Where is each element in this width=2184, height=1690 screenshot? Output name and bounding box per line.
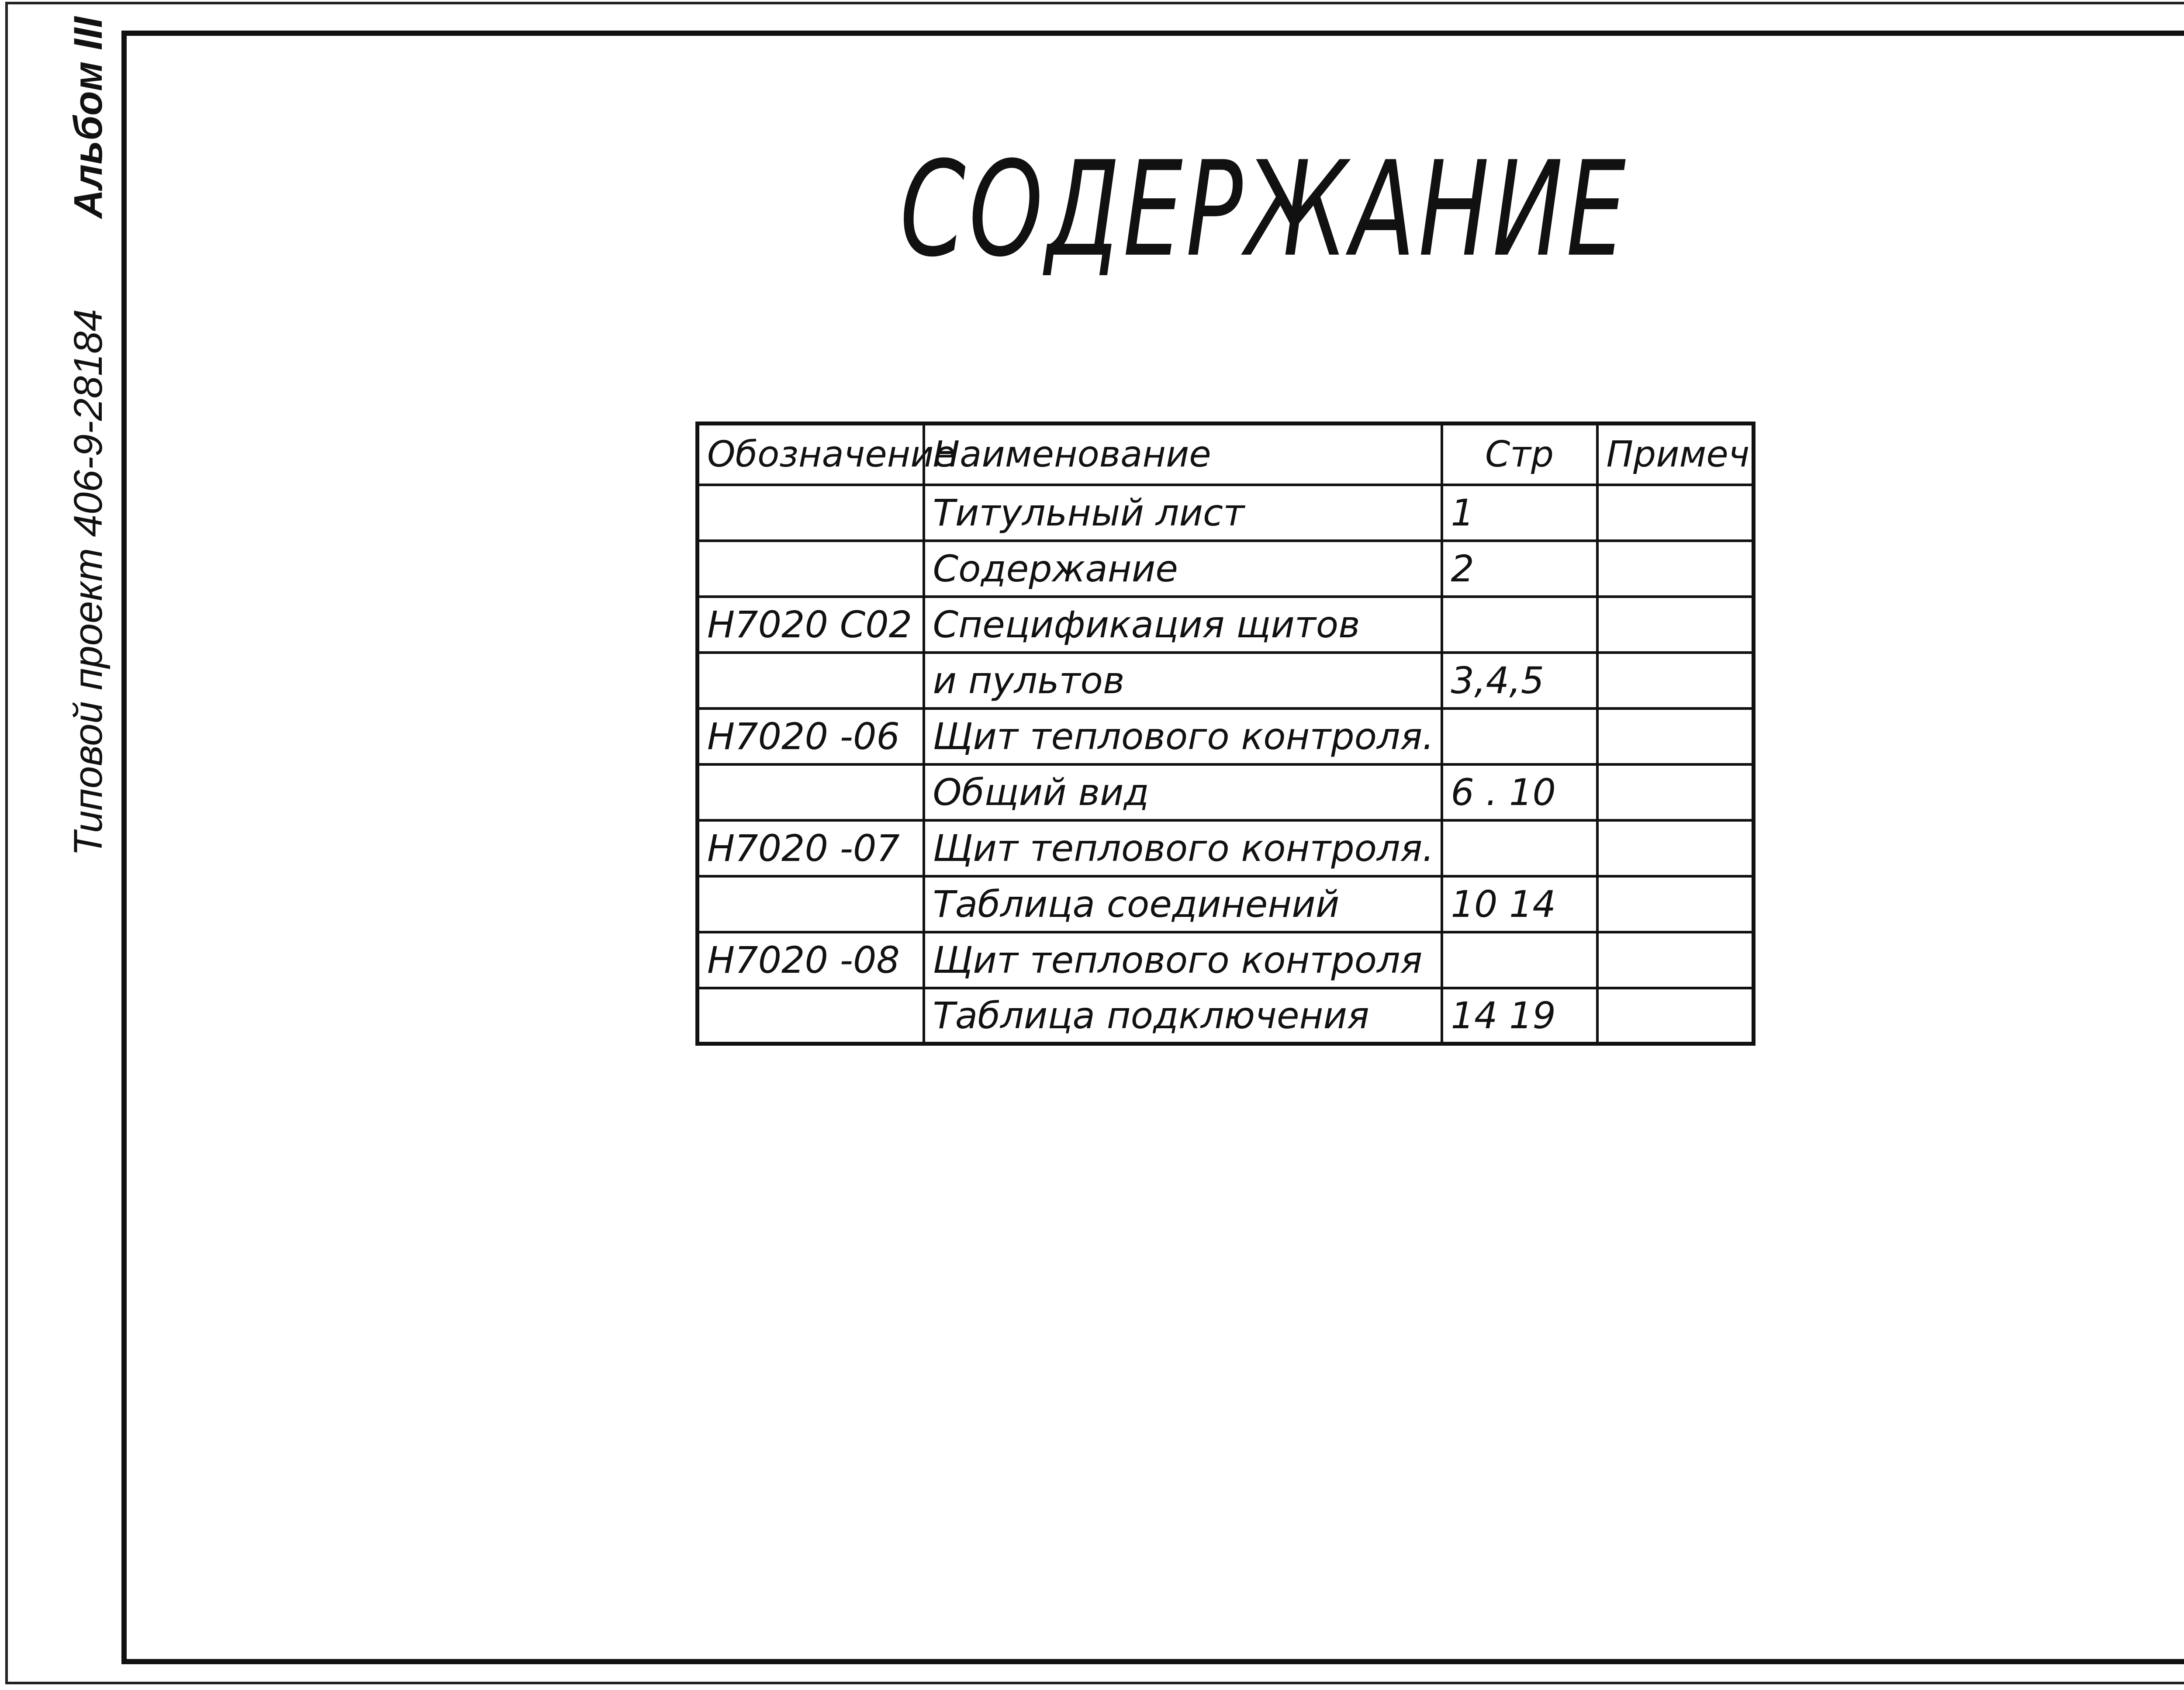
name-cell: Щит теплового контроля. [924,708,1442,764]
note-cell [1597,485,1754,541]
page-cell: 2 [1442,541,1597,597]
designation-cell [698,764,924,820]
designation-cell: Н7020 -08 [698,932,924,988]
name-cell: Щит теплового контроля. [924,820,1442,876]
table-row [698,653,1754,708]
table-row [698,876,1754,932]
table-header-row [698,424,1754,485]
page-cell: 1 [1442,485,1597,541]
name-cell: Таблица подключения [924,988,1442,1044]
header-name: Наименование [924,424,1442,485]
name-cell: Щит теплового контроля [924,932,1442,988]
designation-cell: Н7020 -07 [698,820,924,876]
note-cell [1597,932,1754,988]
name-cell: Содержание [924,541,1442,597]
header-page: Стр [1442,424,1597,485]
header-note: Примеч [1597,424,1754,485]
page-title: СОДЕРЖАНИЕ [900,133,1629,286]
header-designation: Обозначение [698,424,924,485]
page-cell: 6 . 10 [1442,764,1597,820]
table-row [698,988,1754,1044]
note-cell [1597,820,1754,876]
table-row [698,820,1754,876]
table-row [698,764,1754,820]
page-cell: 10 14 [1442,876,1597,932]
note-cell [1597,653,1754,708]
name-cell: Общий вид [924,764,1442,820]
note-cell [1597,876,1754,932]
table-row [698,932,1754,988]
note-cell [1597,597,1754,653]
note-cell [1597,764,1754,820]
note-cell [1597,708,1754,764]
page-cell [1442,708,1597,764]
page-cell [1442,932,1597,988]
table-row [698,541,1754,597]
designation-cell [698,653,924,708]
table-row [698,485,1754,541]
designation-cell: Н7020 С02 [698,597,924,653]
page-cell: 14 19 [1442,988,1597,1044]
table-row [698,708,1754,764]
album-label: Альбом III [66,17,111,218]
contents-table [695,422,1755,1046]
designation-cell [698,876,924,932]
name-cell: Спецификация щитов [924,597,1442,653]
designation-cell [698,485,924,541]
note-cell [1597,988,1754,1044]
page-cell [1442,820,1597,876]
project-label: Типовой проект 406-9-28184 [66,309,111,856]
note-cell [1597,541,1754,597]
name-cell: и пультов [924,653,1442,708]
designation-cell: Н7020 -06 [698,708,924,764]
name-cell: Титульный лист [924,485,1442,541]
page-cell [1442,597,1597,653]
page-cell: 3,4,5 [1442,653,1597,708]
table-row [698,597,1754,653]
designation-cell [698,988,924,1044]
name-cell: Таблица соединений [924,876,1442,932]
designation-cell [698,541,924,597]
